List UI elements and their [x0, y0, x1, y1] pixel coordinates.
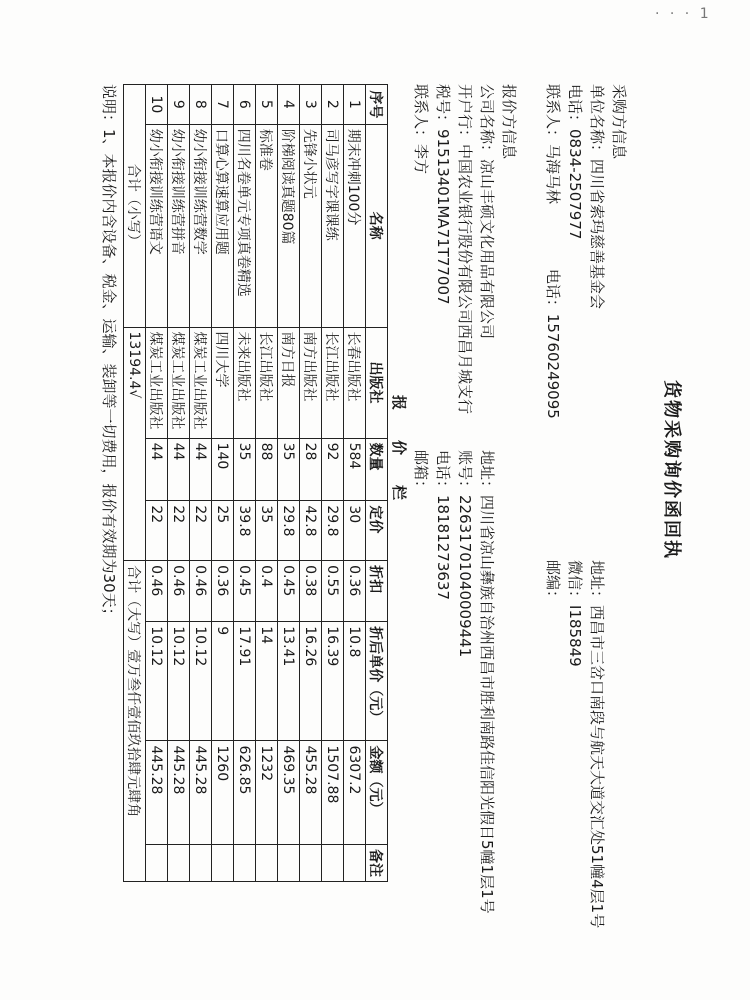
cell-name: 幼小衔接训练营语文: [146, 124, 168, 327]
table-row: [190, 85, 212, 882]
cell-price: 22: [146, 501, 168, 561]
cell-publisher: 南方日报: [278, 327, 300, 438]
quoter-tax-row: [433, 84, 454, 305]
buyer-contact-label: 联系人：: [544, 84, 562, 145]
buyer-wechat: I185849: [566, 605, 584, 667]
cell-discount: 0.45: [234, 561, 256, 622]
header-note: 备注: [366, 845, 388, 882]
cell-qty: 44: [146, 438, 168, 501]
cell-unit-price: 9: [212, 622, 234, 741]
quoter-bank: 中国农业银行股份有限公司西昌月城支行: [456, 144, 474, 415]
cell-qty: 88: [256, 438, 278, 501]
buyer-wechat-label: 微信：: [566, 560, 584, 606]
buyer-contact-phone-label: 电话：: [544, 268, 562, 314]
cell-note: [322, 845, 344, 882]
cell-discount: 0.46: [190, 561, 212, 622]
quoter-bank-label: 开户行：: [456, 84, 474, 145]
table-row: [168, 85, 190, 882]
cell-price: 22: [190, 501, 212, 561]
quoter-company: 凉山丰硕文化用品有限公司: [478, 159, 496, 340]
header-price: 定价: [366, 501, 388, 561]
buyer-contact-phone: 15760249095: [544, 313, 562, 419]
buyer-contact-row: [543, 84, 564, 419]
cell-qty: 44: [168, 438, 190, 501]
cell-note: [168, 845, 190, 882]
quoter-section-title: 报价方信息: [500, 84, 518, 160]
cell-name: 司马彦写字课课练: [322, 124, 344, 327]
quoter-address: 四川省凉山彝族自治州西昌市胜利南路佳信阳光假日5幢1层1号: [478, 495, 496, 914]
cell-price: 30: [344, 501, 366, 561]
buyer-wechat-row: [565, 560, 586, 667]
cell-note: [234, 845, 256, 882]
cell-name: 四川名卷单元专项真卷精选: [234, 124, 256, 327]
cell-unit-price: 14: [256, 622, 278, 741]
cell-discount: 0.38: [300, 561, 322, 622]
cell-unit-price: 16.26: [300, 622, 322, 741]
cell-note: [278, 845, 300, 882]
quoter-address-row: [477, 450, 498, 914]
quoter-phone: 18181273637: [434, 495, 452, 600]
cell-qty: 44: [190, 438, 212, 501]
cell-note: [146, 845, 168, 882]
total-small-value: 13194.4√: [124, 327, 146, 561]
cell-qty: 584: [344, 438, 366, 501]
buyer-unit-row: [587, 84, 608, 309]
cell-discount: 0.46: [146, 561, 168, 622]
cell-no: 3: [300, 85, 322, 125]
cell-note: [344, 845, 366, 882]
cell-price: 25: [212, 501, 234, 561]
cell-qty: 35: [278, 438, 300, 501]
buyer-section-title: 采购方信息: [610, 84, 628, 160]
cell-publisher: 未来出版社: [234, 327, 256, 438]
header-unit-price: 折后单价（元）: [366, 622, 388, 741]
cell-note: [256, 845, 278, 882]
cell-price: 35: [256, 501, 278, 561]
cell-publisher: 长江出版社: [322, 327, 344, 438]
cell-discount: 0.46: [168, 561, 190, 622]
quoter-postcode-label: 邮箱：: [412, 450, 430, 496]
quoter-contact-row: [411, 84, 432, 174]
cell-price: 39.8: [234, 501, 256, 561]
quoter-phone-label: 电话：: [434, 450, 452, 496]
cell-publisher: 煤炭工业出版社: [146, 327, 168, 438]
cell-unit-price: 16.39: [322, 622, 344, 741]
buyer-address-row: [587, 560, 608, 928]
quoter-address-label: 地址：: [478, 450, 496, 496]
cell-no: 6: [234, 85, 256, 125]
cell-name: 幼小衔接训练营拼音: [168, 124, 190, 327]
table-row: [212, 85, 234, 882]
header-no: 序号: [366, 85, 388, 125]
buyer-contact: 马海马林: [544, 144, 562, 205]
header-discount: 折扣: [366, 561, 388, 622]
cell-discount: 0.36: [344, 561, 366, 622]
cell-amount: 445.28: [168, 741, 190, 845]
cell-publisher: 长春出版社: [344, 327, 366, 438]
cell-discount: 0.55: [322, 561, 344, 622]
note-text: 说明：1、本报价内含设备、税金、运输、装卸等一切费用，报价有效期为30天；: [100, 84, 118, 623]
cell-discount: 0.36: [212, 561, 234, 622]
cell-qty: 28: [300, 438, 322, 501]
cell-no: 1: [344, 85, 366, 125]
table-row: [300, 85, 322, 882]
buyer-phone-label: 电话：: [566, 84, 584, 130]
buyer-postcode-row: [543, 560, 564, 605]
header-qty: 数量: [366, 438, 388, 501]
cell-amount: 1232: [256, 741, 278, 845]
cell-publisher: 南方出版社: [300, 327, 322, 438]
quoter-account-label: 账号：: [456, 450, 474, 496]
cell-amount: 455.28: [300, 741, 322, 845]
buyer-unit-label: 单位名称：: [588, 84, 606, 160]
buyer-address: 西昌市三岔口南段与航天大道交汇处51幢4层1号: [588, 605, 606, 929]
cell-price: 29.8: [278, 501, 300, 561]
document-title: 货物采购询价函回执: [661, 380, 682, 560]
cell-publisher: 煤炭工业出版社: [168, 327, 190, 438]
total-big-label: 合计（大写）: [125, 565, 142, 650]
cell-no: 8: [190, 85, 212, 125]
cell-price: 42.8: [300, 501, 322, 561]
total-big-cell: [124, 561, 146, 882]
cell-name: 幼小衔接训练营数学: [190, 124, 212, 327]
cell-no: 9: [168, 85, 190, 125]
cell-unit-price: 13.41: [278, 622, 300, 741]
cell-unit-price: 17.91: [234, 622, 256, 741]
cell-note: [212, 845, 234, 882]
table-body: [146, 85, 366, 882]
buyer-address-label: 地址：: [588, 560, 606, 606]
cell-name: 期末冲刺100分: [344, 124, 366, 327]
cell-name: 标准卷: [256, 124, 278, 327]
cell-amount: 1260: [212, 741, 234, 845]
buyer-phone: 0834-2507977: [566, 129, 584, 240]
cell-price: 22: [168, 501, 190, 561]
total-big-value: 壹万叁仟壹佰玖拾肆元肆角: [125, 649, 142, 818]
header-name: 名称: [366, 124, 388, 327]
quoter-company-label: 公司名称：: [478, 84, 496, 160]
cell-publisher: 长江出版社: [256, 327, 278, 438]
cell-publisher: 四川大学: [212, 327, 234, 438]
header-amount: 金额（元）: [366, 741, 388, 845]
quoter-account-row: [455, 450, 476, 657]
cell-qty: 92: [322, 438, 344, 501]
cell-unit-price: 10.12: [146, 622, 168, 741]
cell-unit-price: 10.12: [168, 622, 190, 741]
cell-amount: 469.35: [278, 741, 300, 845]
quoter-contact-label: 联系人：: [412, 84, 430, 145]
quote-table: [123, 84, 388, 882]
table-row: [344, 85, 366, 882]
cell-no: 7: [212, 85, 234, 125]
quoter-tax-label: 税号：: [434, 84, 452, 130]
cell-amount: 445.28: [146, 741, 168, 845]
cell-note: [190, 845, 212, 882]
header-publisher: 出版社: [366, 327, 388, 438]
cell-unit-price: 10.12: [190, 622, 212, 741]
quoter-bank-row: [455, 84, 476, 414]
cell-amount: 1507.88: [322, 741, 344, 845]
quoter-postcode-row: [411, 450, 432, 495]
cell-discount: 0.45: [278, 561, 300, 622]
quoter-phone-row: [433, 450, 454, 600]
quoter-contact: 李方: [412, 144, 430, 175]
quoter-tax: 91513401MA71T77007: [434, 129, 452, 305]
table-row: [234, 85, 256, 882]
cell-no: 2: [322, 85, 344, 125]
cell-price: 29.8: [322, 501, 344, 561]
quoter-company-row: [477, 84, 498, 339]
buyer-unit: 四川省索玛慈善基金会: [588, 159, 606, 310]
cell-name: 先锋小状元: [300, 124, 322, 327]
total-small-label: 合计（小写）: [124, 85, 146, 328]
cell-name: 阶梯阅读真题80篇: [278, 124, 300, 327]
cell-note: [300, 845, 322, 882]
cell-no: 4: [278, 85, 300, 125]
cell-qty: 140: [212, 438, 234, 501]
cell-no: 10: [146, 85, 168, 125]
cell-name: 口算心算速算应用题: [212, 124, 234, 327]
buyer-phone-row: [565, 84, 586, 239]
cell-publisher: 煤炭工业出版社: [190, 327, 212, 438]
corner-mark: · · · 1: [655, 6, 712, 22]
table-row: [322, 85, 344, 882]
cell-amount: 626.85: [234, 741, 256, 845]
cell-no: 5: [256, 85, 278, 125]
table-row: [146, 85, 168, 882]
cell-discount: 0.4: [256, 561, 278, 622]
cell-amount: 6307.2: [344, 741, 366, 845]
quote-bar-title: 报 价 栏: [390, 395, 408, 501]
cell-unit-price: 10.8: [344, 622, 366, 741]
quoter-account: 22631701040009441: [456, 495, 474, 658]
cell-qty: 35: [234, 438, 256, 501]
table-header-row: [366, 85, 388, 882]
buyer-postcode-label: 邮编：: [544, 560, 562, 606]
cell-amount: 445.28: [190, 741, 212, 845]
table-row: [256, 85, 278, 882]
total-row: [124, 85, 146, 882]
table-row: [278, 85, 300, 882]
